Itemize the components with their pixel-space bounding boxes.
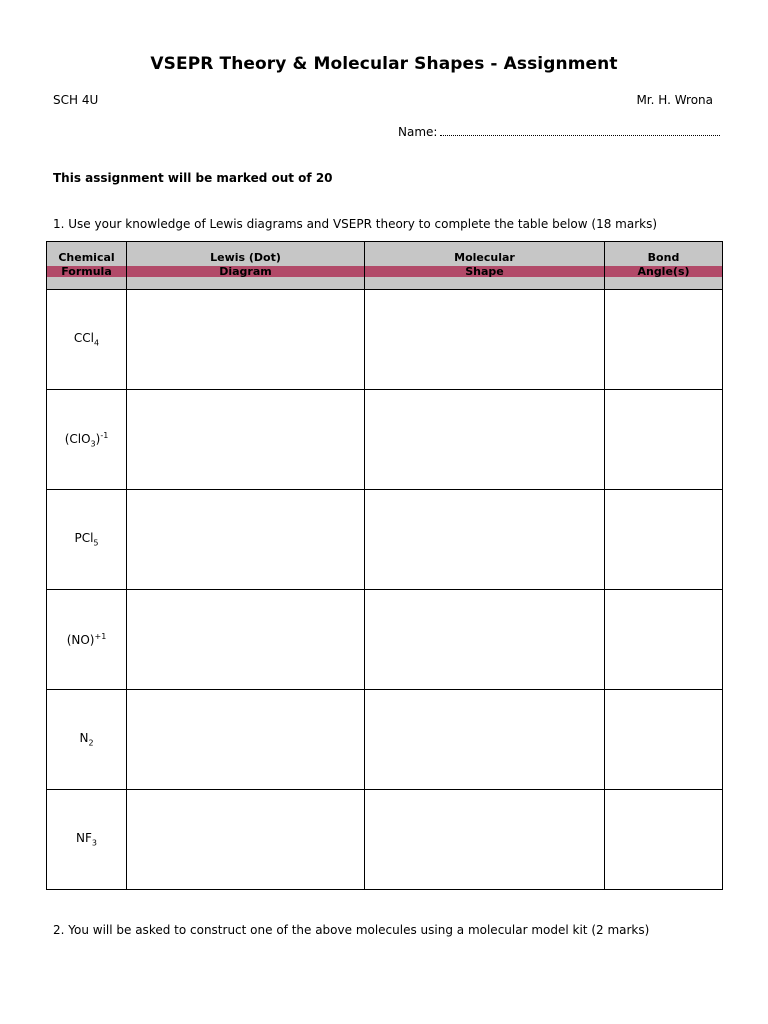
header-line: Bond	[647, 251, 680, 264]
marks-note: This assignment will be marked out of 20	[53, 171, 333, 185]
formula-cell	[47, 390, 127, 490]
bond-angle-cell[interactable]	[605, 790, 723, 890]
header-line: Lewis (Dot)	[210, 251, 281, 264]
formula-cell	[47, 590, 127, 690]
formula-subscript: 3	[91, 838, 97, 848]
header-line: Diagram	[219, 265, 272, 278]
formula-cell	[47, 790, 127, 890]
formula-text: NF	[76, 831, 92, 846]
molecular-shape-cell[interactable]	[365, 490, 605, 590]
molecular-shape-cell[interactable]	[365, 390, 605, 490]
column-header-shape	[365, 242, 605, 290]
molecular-shape-cell[interactable]	[365, 690, 605, 790]
formula-cell	[47, 490, 127, 590]
bond-angle-cell[interactable]	[605, 590, 723, 690]
formula-cell	[47, 690, 127, 790]
formula-subscript: 5	[93, 538, 99, 548]
page-title: VSEPR Theory & Molecular Shapes - Assignment	[150, 54, 618, 74]
header-line: Molecular	[454, 251, 515, 264]
formula-subscript: 3	[90, 439, 96, 449]
lewis-diagram-cell[interactable]	[127, 690, 365, 790]
question-2: 2. You will be asked to construct one of the above molecules using a molecular model kit (2 marks)	[53, 923, 650, 937]
table-header-row	[47, 242, 723, 290]
formula-charge: +1	[94, 632, 107, 641]
header-line: Shape	[465, 265, 504, 278]
header-line: Formula	[61, 265, 112, 278]
formula-text: CCl	[73, 331, 94, 346]
table-row	[47, 590, 723, 690]
molecular-shape-cell[interactable]	[365, 290, 605, 390]
column-header-formula	[47, 242, 127, 290]
table-row	[47, 290, 723, 390]
name-label: Name:	[398, 125, 438, 139]
formula-text: N	[79, 731, 89, 746]
formula-subscript: 4	[94, 338, 100, 348]
bond-angle-cell[interactable]	[605, 690, 723, 790]
table-row	[47, 790, 723, 890]
formula-charge: -1	[100, 430, 109, 440]
teacher-name: Mr. H. Wrona	[636, 93, 713, 107]
bond-angle-cell[interactable]	[605, 490, 723, 590]
lewis-diagram-cell[interactable]	[127, 490, 365, 590]
name-blank[interactable]	[440, 124, 720, 136]
formula-text: (ClO	[64, 431, 91, 446]
question-1: 1. Use your knowledge of Lewis diagrams and VSEPR theory to complete the table below (18 marks)	[53, 217, 658, 231]
bond-angle-cell[interactable]	[605, 390, 723, 490]
column-header-angle	[605, 242, 723, 290]
header-line: Chemical	[58, 251, 115, 264]
formula-text: )	[95, 431, 101, 446]
lewis-diagram-cell[interactable]	[127, 290, 365, 390]
formula-subscript: 2	[88, 738, 94, 748]
bond-angle-cell[interactable]	[605, 290, 723, 390]
column-header-lewis	[127, 242, 365, 290]
vsepr-table	[46, 241, 723, 890]
student-name-line	[398, 124, 720, 139]
formula-text: (NO)	[66, 633, 95, 647]
table-row	[47, 690, 723, 790]
molecular-shape-cell[interactable]	[365, 790, 605, 890]
course-code: SCH 4U	[53, 93, 99, 107]
molecular-shape-cell[interactable]	[365, 590, 605, 690]
table-row	[47, 490, 723, 590]
header-line: Angle(s)	[637, 265, 690, 278]
formula-cell	[47, 290, 127, 390]
lewis-diagram-cell[interactable]	[127, 790, 365, 890]
lewis-diagram-cell[interactable]	[127, 590, 365, 690]
lewis-diagram-cell[interactable]	[127, 390, 365, 490]
table-row	[47, 390, 723, 490]
formula-text: PCl	[74, 531, 94, 546]
